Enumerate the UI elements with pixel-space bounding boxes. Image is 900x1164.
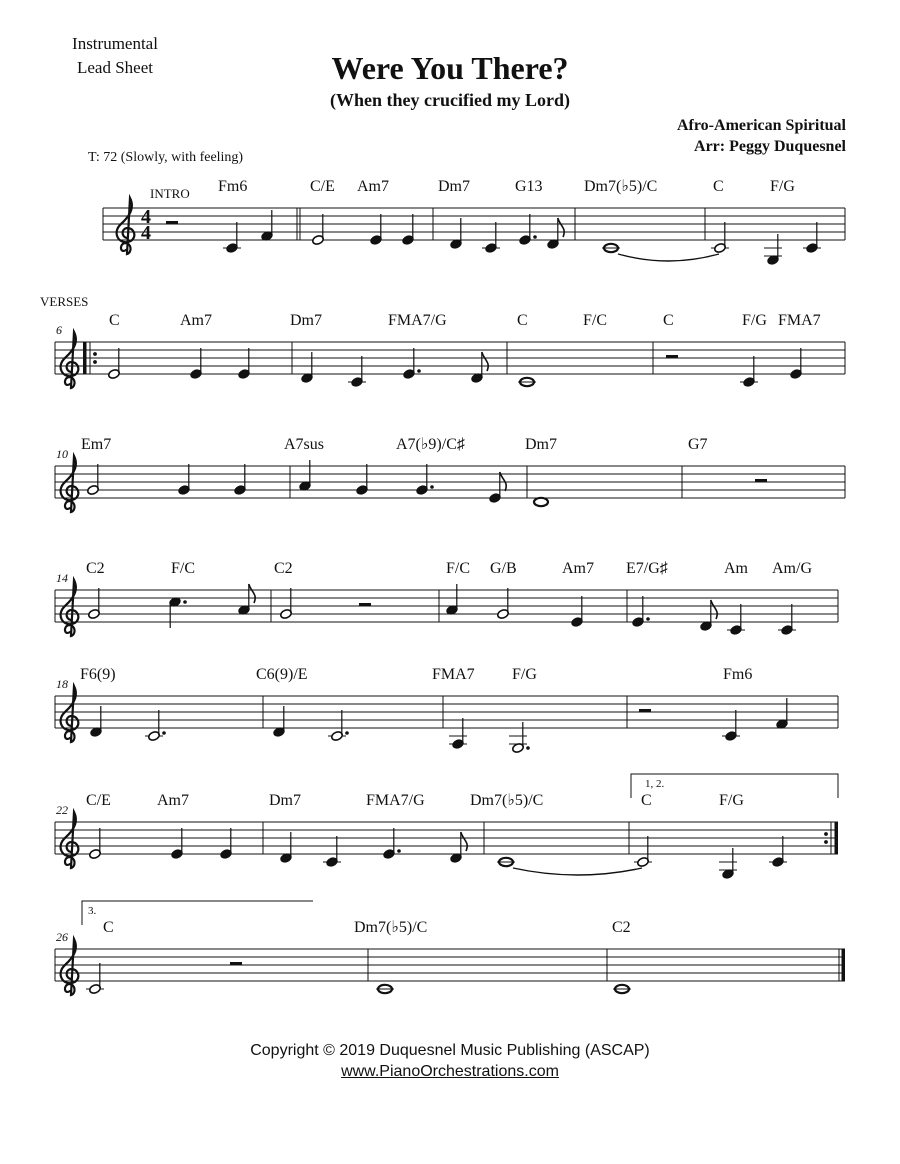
time-signature-numerator: 4 <box>141 206 151 228</box>
chord-symbol: FMA7/G <box>388 312 447 329</box>
measure-number: 26 <box>56 930 68 944</box>
chord-symbol: A7(♭9)/C♯ <box>396 436 465 453</box>
augmentation-dot <box>646 617 650 621</box>
treble-clef-icon <box>61 580 79 636</box>
chord-symbol: F/C <box>583 312 608 329</box>
note <box>790 348 803 380</box>
chord-symbol: F/C <box>171 560 196 577</box>
chord-symbol: C2 <box>86 560 105 577</box>
note <box>90 706 103 738</box>
augmentation-dot <box>183 600 187 604</box>
staff-system-4 <box>55 580 838 636</box>
chord-symbol: FMA7/G <box>366 792 425 809</box>
note <box>403 348 421 380</box>
note <box>571 596 584 628</box>
composer-origin: Afro-American Spiritual <box>676 117 846 134</box>
note <box>416 464 434 496</box>
chord-symbol: F/G <box>719 792 744 809</box>
treble-clef-icon <box>61 939 79 995</box>
note <box>471 352 489 384</box>
augmentation-dot <box>533 235 537 239</box>
chord-symbol: Em7 <box>81 436 112 453</box>
note <box>88 588 101 620</box>
repeat-start-thick-barline <box>83 342 87 374</box>
note <box>722 710 740 742</box>
eighth-flag <box>249 584 255 603</box>
note <box>86 963 104 995</box>
copyright-notice: Copyright © 2019 Duquesnel Music Publishing (ASCAP) <box>250 1042 650 1059</box>
note <box>323 836 341 868</box>
volta-label: 1, 2. <box>645 778 665 790</box>
half-rest <box>359 603 371 607</box>
chord-symbol: Dm7(♭5)/C <box>584 178 658 195</box>
chord-symbol: Am <box>724 560 748 577</box>
chord-symbol: C <box>641 792 652 809</box>
chord-symbol: C2 <box>274 560 293 577</box>
note <box>190 348 203 380</box>
chord-symbol: C/E <box>310 178 335 195</box>
intro-label: INTRO <box>150 186 190 201</box>
note <box>519 214 537 246</box>
chord-symbol: G7 <box>688 436 708 453</box>
note <box>312 214 325 246</box>
note <box>497 858 515 866</box>
note <box>280 832 293 864</box>
verses-label: VERSES <box>40 294 89 309</box>
repeat-end-thick-barline <box>835 822 839 854</box>
measure-number: 18 <box>56 677 68 691</box>
chord-symbol: Fm6 <box>218 178 248 195</box>
measure-number: 10 <box>56 447 68 461</box>
chord-symbol: FMA7 <box>432 666 475 683</box>
song-subtitle: (When they crucified my Lord) <box>330 90 570 110</box>
whole-note-head <box>534 498 548 506</box>
measure-number: 22 <box>56 803 68 817</box>
note <box>376 985 394 993</box>
augmentation-dot <box>162 731 166 735</box>
chord-symbol: F/G <box>742 312 767 329</box>
tie <box>513 868 642 875</box>
chord-symbol: C <box>109 312 120 329</box>
note <box>489 472 507 504</box>
eighth-flag <box>482 352 488 371</box>
repeat-dot <box>824 832 828 836</box>
final-thick-barline <box>842 949 846 981</box>
note <box>509 722 530 754</box>
note <box>299 460 312 492</box>
chord-symbol: FMA7 <box>778 312 821 329</box>
chord-symbol: Am7 <box>157 792 189 809</box>
chord-symbol: Am7 <box>357 178 389 195</box>
note <box>301 352 314 384</box>
chord-symbol: Dm7(♭5)/C <box>354 919 428 936</box>
note <box>613 985 631 993</box>
note <box>776 698 789 730</box>
note <box>348 356 366 388</box>
augmentation-dot <box>526 746 530 750</box>
staff-system-5 <box>55 686 838 754</box>
tie <box>618 254 719 261</box>
note <box>449 718 467 750</box>
staff-system-2 <box>55 332 845 388</box>
note <box>602 244 620 252</box>
note <box>238 348 251 380</box>
note <box>87 464 100 496</box>
note <box>740 356 758 388</box>
staff-system-7 <box>55 901 845 995</box>
half-rest <box>666 355 678 359</box>
half-rest <box>639 709 651 713</box>
chord-symbol: Dm7 <box>269 792 301 809</box>
note <box>261 210 274 242</box>
note <box>383 828 401 860</box>
eighth-flag <box>461 832 467 851</box>
volta-bracket <box>82 901 313 925</box>
treble-clef-icon <box>61 686 79 742</box>
chord-symbol: F6(9) <box>80 666 116 683</box>
score-type-line-2: Lead Sheet <box>77 58 153 77</box>
note <box>238 584 256 616</box>
chord-symbol: C <box>713 178 724 195</box>
chord-symbol: Am7 <box>180 312 212 329</box>
note <box>273 706 286 738</box>
staff-system-3 <box>55 456 845 512</box>
treble-clef-icon <box>61 812 79 868</box>
note <box>769 836 787 868</box>
eighth-flag <box>558 218 564 237</box>
copyright-footer <box>0 1040 900 1082</box>
chord-symbol: C6(9)/E <box>256 666 308 683</box>
chord-symbol: F/C <box>446 560 471 577</box>
note <box>764 234 782 266</box>
chord-symbol: C/E <box>86 792 111 809</box>
staff-system-1 <box>103 198 845 266</box>
note <box>632 596 650 628</box>
chord-symbol: E7/G♯ <box>626 560 668 577</box>
augmentation-dot <box>417 369 421 373</box>
augmentation-dot <box>397 849 401 853</box>
note <box>700 600 718 632</box>
chord-symbol: G/B <box>490 560 517 577</box>
note <box>402 214 415 246</box>
note <box>223 222 241 254</box>
note <box>634 836 652 868</box>
treble-clef-icon <box>61 456 79 512</box>
note <box>778 604 796 636</box>
note <box>356 464 369 496</box>
song-title: Were You There? <box>331 50 569 86</box>
note <box>145 710 166 742</box>
chord-symbol: Am/G <box>772 560 812 577</box>
note <box>711 222 729 254</box>
note <box>328 710 349 742</box>
repeat-dot <box>93 352 97 356</box>
note <box>446 584 459 616</box>
note <box>178 464 191 496</box>
treble-clef-icon <box>117 198 135 254</box>
augmentation-dot <box>345 731 349 735</box>
half-rest <box>230 962 242 966</box>
note <box>171 828 184 860</box>
note <box>280 588 293 620</box>
note <box>497 588 510 620</box>
volta-label: 3. <box>88 905 97 917</box>
note <box>450 218 463 250</box>
measure-number: 14 <box>56 571 68 585</box>
staff-system-6 <box>55 774 838 880</box>
score-type-line-1: Instrumental <box>72 34 158 53</box>
chord-symbol: Dm7 <box>525 436 557 453</box>
half-rest <box>166 221 178 225</box>
note <box>482 222 500 254</box>
publisher-website-link[interactable]: www.PianoOrchestrations.com <box>341 1063 559 1080</box>
note <box>547 218 565 250</box>
chord-symbol: C2 <box>612 919 631 936</box>
note <box>803 222 821 254</box>
note <box>169 596 187 628</box>
measure-number: 6 <box>56 323 62 337</box>
chord-symbol: G13 <box>515 178 543 195</box>
note <box>370 214 383 246</box>
chord-symbol: C <box>103 919 114 936</box>
tempo-marking: T: 72 (Slowly, with feeling) <box>88 150 244 165</box>
chord-symbol: F/G <box>512 666 537 683</box>
chord-symbol: F/G <box>770 178 795 195</box>
chord-symbol: C <box>517 312 528 329</box>
treble-clef-icon <box>61 332 79 388</box>
eighth-flag <box>711 600 717 619</box>
note <box>220 828 233 860</box>
chord-symbol: A7sus <box>284 436 325 453</box>
chord-symbol: C <box>663 312 674 329</box>
note <box>518 378 536 386</box>
repeat-dot <box>824 840 828 844</box>
note <box>727 604 745 636</box>
half-rest <box>755 479 767 483</box>
note <box>450 832 468 864</box>
repeat-dot <box>93 360 97 364</box>
time-signature-denominator: 4 <box>141 222 151 244</box>
chord-symbol: Dm7(♭5)/C <box>470 792 544 809</box>
chord-symbol: Fm6 <box>723 666 753 683</box>
chord-symbol: Am7 <box>562 560 594 577</box>
chord-symbol: Dm7 <box>438 178 470 195</box>
augmentation-dot <box>430 485 434 489</box>
note <box>719 848 737 880</box>
note <box>234 464 247 496</box>
note <box>89 828 102 860</box>
arranger-credit: Arr: Peggy Duquesnel <box>694 138 846 155</box>
note <box>108 348 121 380</box>
chord-symbol: Dm7 <box>290 312 322 329</box>
note <box>534 498 548 506</box>
